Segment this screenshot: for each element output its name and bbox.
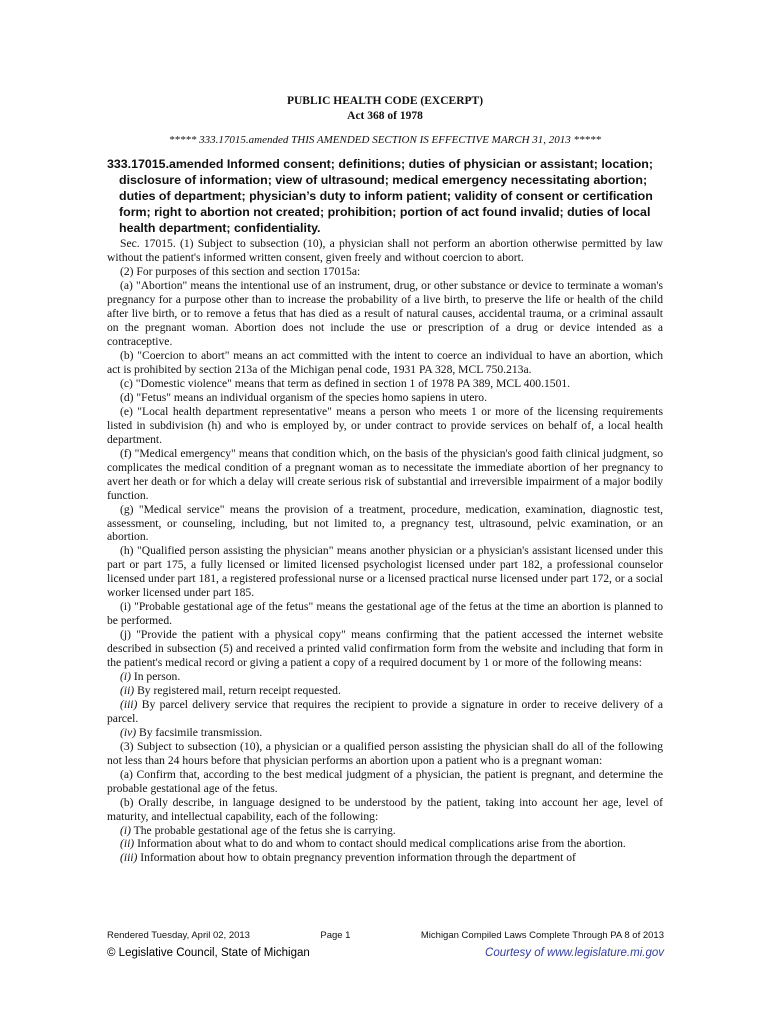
section-paragraph (107, 837, 663, 851)
paragraph-text: (f) "Medical emergency" means that condition which, on the basis of the physician's good faith clinical judgment, so complicates the medical condition of a pregnant woman as to necessitate the immediate abortion of her pregnancy to avert her death or for which a delay will create serious risk of substantial and irreversible impairment of a major bodily function. (107, 446, 663, 502)
paragraph-text: In person. (130, 670, 181, 684)
paragraph-text: (3) Subject to subsection (10), a physician or a qualified person assisting the physician shall do all of the following not less than 24 hours before that physician performs an abortion upon a patient who is a pregnant woman: (107, 739, 663, 767)
paragraph-text: (a) "Abortion" means the intentional use of an instrument, drug, or other substance or device to terminate a woman's pregnancy for a purpose other than to increase the probability of a live birth, to preserve the life or health of the child after live birth, or to remove a fetus that has died as a result of natural causes, accidental trauma, or a criminal assault on the pregnant woman. Abortion does not include the use or prescription of a drug or device intended as a contraceptive. (107, 279, 663, 349)
section-paragraph (107, 349, 663, 377)
section-paragraph (107, 698, 663, 726)
paragraph-text: (a) Confirm that, according to the best medical judgment of a physician, the patient is pregnant, and determine the probable gestational age of the fetus. (107, 767, 663, 795)
section-paragraph (107, 544, 663, 600)
paragraph-numeral: (iv) (120, 725, 137, 739)
section-paragraph (107, 237, 663, 265)
footer-courtesy-link[interactable]: Courtesy of www.legislature.mi.gov (485, 947, 664, 959)
footer-compiled-through: Michigan Compiled Laws Complete Through PA 8 of 2013 (420, 930, 664, 941)
paragraph-text: (i) "Probable gestational age of the fetus" means the gestational age of the fetus at the time an abortion is planned to be performed. (107, 600, 663, 628)
section-paragraph (107, 796, 663, 824)
paragraph-text: (g) "Medical service" means the provision of a treatment, procedure, medication, examination, diagnostic test, assessment, or counseling, including, but not limited to, a pregnancy test, ultrasound, pelvic examination, or an abortion. (107, 502, 663, 544)
paragraph-numeral: (ii) (120, 837, 135, 851)
paragraph-text: By parcel delivery service that requires the recipient to provide a signature in order to receive delivery of a parcel. (107, 697, 663, 725)
paragraph-text: Information about what to do and whom to contact should medical complications arise from the abortion. (134, 837, 626, 851)
section-paragraph (107, 377, 663, 391)
paragraph-text: Information about how to obtain pregnancy prevention information through the department of (137, 851, 576, 865)
paragraph-text: The probable gestational age of the fetus she is carrying. (130, 823, 396, 837)
paragraph-text: (d) "Fetus" means an individual organism of the species homo sapiens in utero. (120, 390, 487, 404)
section-paragraph (107, 684, 663, 698)
section-paragraph (107, 265, 663, 279)
section-paragraph (107, 391, 663, 405)
paragraph-numeral: (iii) (120, 851, 138, 865)
paragraph-text: (2) For purposes of this section and section 17015a: (120, 265, 361, 279)
paragraph-text: Sec. 17015. (1) Subject to subsection (10), a physician shall not perform an abortion otherwise permitted by law without the patient's informed written consent, given freely and without coercion to abort. (107, 237, 663, 265)
section-paragraph (107, 447, 663, 503)
section-paragraph (107, 670, 663, 684)
section-paragraph (107, 726, 663, 740)
header-act: Act 368 of 1978 (347, 110, 423, 122)
section-title: 333.17015.amended Informed consent; definitions; duties of physician or assistant; location; disclosure of information; view of ultrasound; medical emergency necessitating abortion; duties of department; physician’s duty to inform patient; validity of consent or certification form; right to abortion not created; prohibition; portion of act found invalid; duties of local health department; confidentiality. (107, 157, 653, 236)
paragraph-text: By registered mail, return receipt requested. (134, 683, 341, 697)
paragraph-text: (h) "Qualified person assisting the physician" means another physician or a physician's assistant licensed under this part or part 175, a fully licensed or limited licensed psychologist licensed under part 182, a professional counselor licensed under part 181, a registered professional nurse or a licensed practical nurse licensed under part 172, or a social worker licensed under part 185. (107, 544, 663, 600)
paragraph-text: By facsimile transmission. (136, 725, 263, 739)
section-paragraph (107, 600, 663, 628)
section-paragraph (107, 824, 663, 838)
paragraph-numeral: (ii) (120, 683, 135, 697)
footer-rendered-date: Rendered Tuesday, April 02, 2013 (107, 930, 250, 941)
paragraph-text: (j) "Provide the patient with a physical copy" means confirming that the patient accessed the internet website described in subsection (5) and received a printed valid confirmation form from the website and including that form in the patient's medical record or giving a patient a copy of a required document by 1 or more of the following means: (107, 628, 663, 670)
paragraph-numeral: (iii) (120, 697, 138, 711)
page-footer (107, 930, 664, 941)
section-paragraph (107, 279, 663, 349)
section-paragraph (107, 740, 663, 768)
document-header (107, 94, 663, 124)
paragraph-text: (b) Orally describe, in language designed to be understood by the patient, taking into account her age, level of maturity, and intellectual capability, each of the following: (107, 795, 663, 823)
paragraph-numeral: (i) (120, 670, 131, 684)
section-paragraph (107, 768, 663, 796)
section-paragraph (107, 628, 663, 670)
footer-page-number: Page 1 (320, 930, 351, 941)
page-footer-credits (107, 947, 664, 959)
paragraph-text: (e) "Local health department representative" means a person who meets 1 or more of the licensing requirements listed in subdivision (h) and who is employed by, or under contract to provide services on behalf of, a local health department. (107, 404, 663, 446)
footer-council: © Legislative Council, State of Michigan (107, 947, 310, 959)
section-paragraph (107, 503, 663, 545)
paragraph-text: (b) "Coercion to abort" means an act committed with the intent to coerce an individual to have an abortion, which act is prohibited by section 213a of the Michigan penal code, 1931 PA 328, MCL 750.213a. (107, 349, 663, 377)
header-title: PUBLIC HEALTH CODE (EXCERPT) (286, 95, 484, 107)
effective-notice: ***** 333.17015.amended THIS AMENDED SECTION IS EFFECTIVE MARCH 31, 2013 ***** (168, 134, 602, 146)
section-paragraph (107, 405, 663, 447)
section-body (107, 237, 663, 865)
section-paragraph (107, 851, 663, 865)
paragraph-text: (c) "Domestic violence" means that term as defined in section 1 of 1978 PA 389, MCL 400.1501. (120, 377, 571, 390)
paragraph-numeral: (i) (120, 823, 131, 837)
